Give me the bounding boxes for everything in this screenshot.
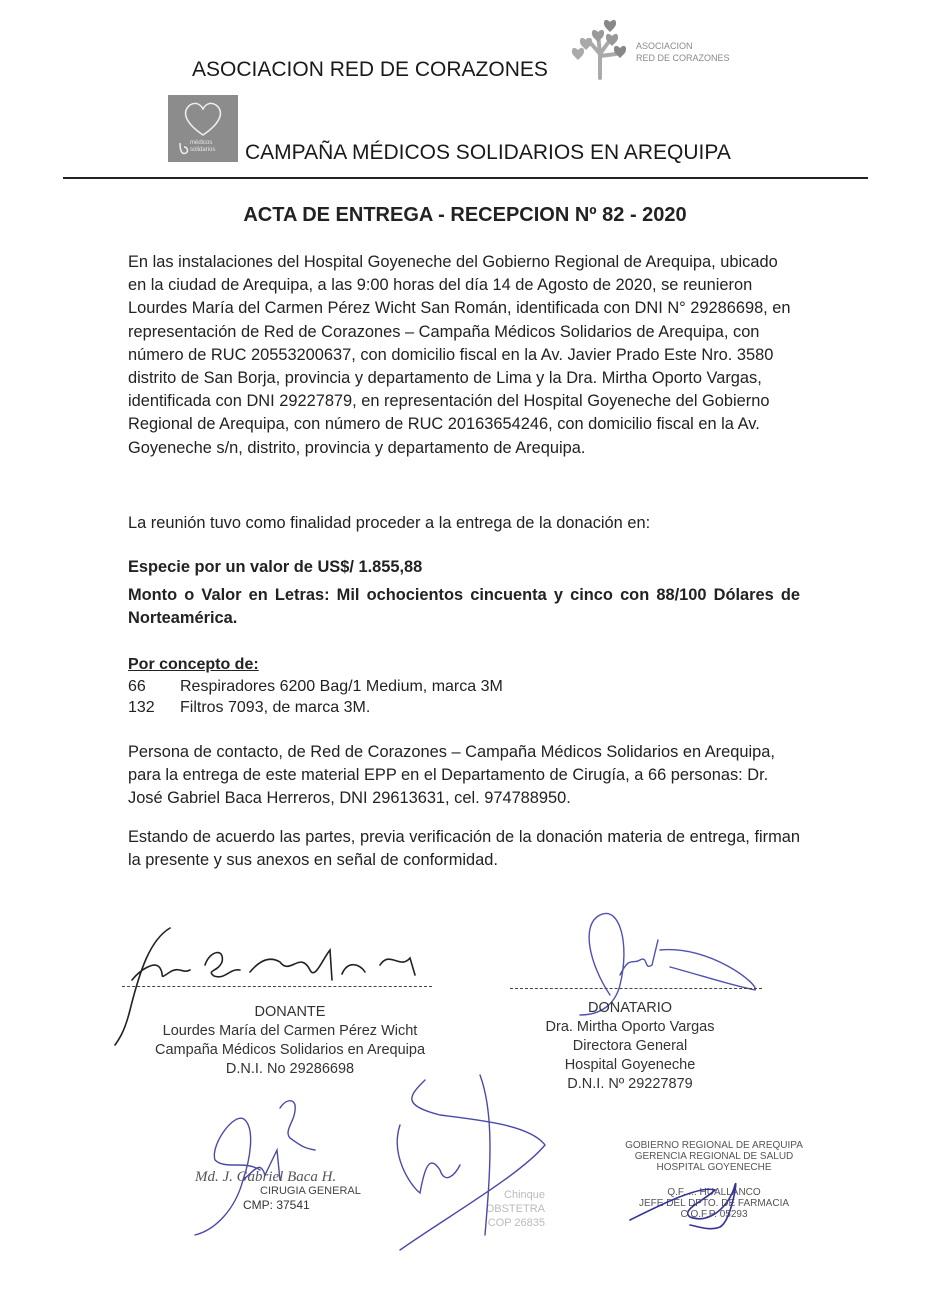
pharmacy-line2: GERENCIA REGIONAL DE SALUD <box>634 1151 794 1162</box>
document-title: ACTA DE ENTREGA - RECEPCION Nº 82 - 2020 <box>243 204 687 226</box>
list-item <box>128 697 503 718</box>
pharmacy-line4: Q.F. ... HUALLANCO <box>667 1187 761 1198</box>
obstetra-line3: COP 26835 <box>487 1217 545 1229</box>
obstetra-line1: Chinque <box>504 1189 545 1201</box>
donor-name: Lourdes María del Carmen Pérez Wicht <box>162 1023 418 1039</box>
recipient-id: D.N.I. Nº 29227879 <box>567 1076 693 1092</box>
logo-text-line1: ASOCIACION <box>636 41 693 51</box>
pharmacy-line5: JEFE DEL DPTO. DE FARMACIA <box>638 1198 790 1209</box>
pharmacy-signature <box>620 1155 770 1235</box>
red-de-corazones-logo <box>570 18 730 80</box>
surgeon-specialty: CIRUGIA GENERAL <box>260 1185 361 1197</box>
item-description: Filtros 7093, de marca 3M. <box>180 699 371 716</box>
recipient-name: Dra. Mirtha Oporto Vargas <box>545 1019 715 1035</box>
contact-paragraph: Persona de contacto, de Red de Corazones – Campaña Médicos Solidarios en Arequipa, para la entrega de este material EPP en el Departamento de Cirugía, a 66 personas: Dr. José Gabriel Baca Herreros, DNI 29613631, cel. 974788950. <box>128 743 775 808</box>
pharmacy-line6: C.Q.F.P. 05293 <box>680 1209 748 1220</box>
header-divider <box>63 177 868 179</box>
surgeon-signature <box>185 1090 365 1240</box>
surgeon-cmp: CMP: 37541 <box>243 1198 310 1212</box>
donor-org: Campaña Médicos Solidarios en Arequipa <box>154 1042 426 1058</box>
logo-ms-line2: solidarios <box>190 147 216 153</box>
surgeon-name: Md. J. Gabriel Baca H. <box>195 1169 337 1185</box>
items-list <box>128 676 503 718</box>
obstetra-signature <box>370 1075 560 1255</box>
donor-id: D.N.I. No 29286698 <box>225 1061 355 1077</box>
item-description: Respiradores 6200 Bag/1 Medium, marca 3M <box>180 678 503 695</box>
donation-value-words: Monto o Valor en Letras: Mil ochocientos cincuenta y cinco con 88/100 Dólares de Norteamérica. <box>128 586 800 628</box>
purpose-paragraph: La reunión tuvo como finalidad proceder a la entrega de la donación en: <box>128 514 651 532</box>
donor-role: DONANTE <box>254 1004 326 1020</box>
campaign-title: CAMPAÑA MÉDICOS SOLIDARIOS EN AREQUIPA <box>245 141 731 164</box>
item-quantity: 66 <box>128 678 146 695</box>
intro-paragraph: En las instalaciones del Hospital Goyeneche del Gobierno Regional de Arequipa, ubicado en la ciudad de Arequipa, a las 9:00 horas del día 14 de Agosto de 2020, se reunieron Lourdes María del Carmen Pérez Wicht San Román, identificada con DNI N° 29286698, en representación de Red de Corazones – Campaña Médicos Solidarios de Arequipa, con número de RUC 20553200637, con domicilio fiscal en la Av. Javier Prado Este Nro. 3580 distrito de San Borja, provincia y departamento de Lima y la Dra. Mirtha Oporto Vargas, identificada con DNI 29227879, en representación del Hospital Goyeneche del Gobierno Regional de Arequipa, con número de RUC 20163654246, con domicilio fiscal en la Av. Goyeneche s/n, distrito, provincia y departamento de Arequipa. <box>128 253 791 457</box>
obstetra-line2: OBSTETRA <box>485 1203 545 1215</box>
item-quantity: 132 <box>128 699 155 716</box>
agreement-paragraph: Estando de acuerdo las partes, previa verificación de la donación materia de entrega, firman la presente y sus anexos en señal de conformidad. <box>128 828 800 870</box>
donor-signature-line <box>122 986 432 987</box>
donor-block <box>110 1003 470 1079</box>
list-item <box>128 676 503 697</box>
medicos-solidarios-logo <box>168 95 238 162</box>
organization-title: ASOCIACION RED DE CORAZONES <box>192 58 548 81</box>
recipient-title: Directora General <box>572 1038 688 1054</box>
heart-tree-icon <box>570 18 634 80</box>
concept-heading: Por concepto de: <box>128 656 259 673</box>
logo-ms-line1: médicos <box>190 140 213 146</box>
donation-value: Especie por un valor de US$/ 1.855,88 <box>128 558 423 576</box>
recipient-role: DONATARIO <box>587 1000 673 1016</box>
recipient-signature-line <box>510 988 762 989</box>
recipient-org: Hospital Goyeneche <box>564 1057 696 1073</box>
pharmacy-line1: GOBIERNO REGIONAL DE AREQUIPA <box>625 1140 803 1151</box>
pharmacy-line3: HOSPITAL GOYENECHE <box>656 1162 772 1173</box>
logo-text-line2: RED DE CORAZONES <box>636 53 730 63</box>
